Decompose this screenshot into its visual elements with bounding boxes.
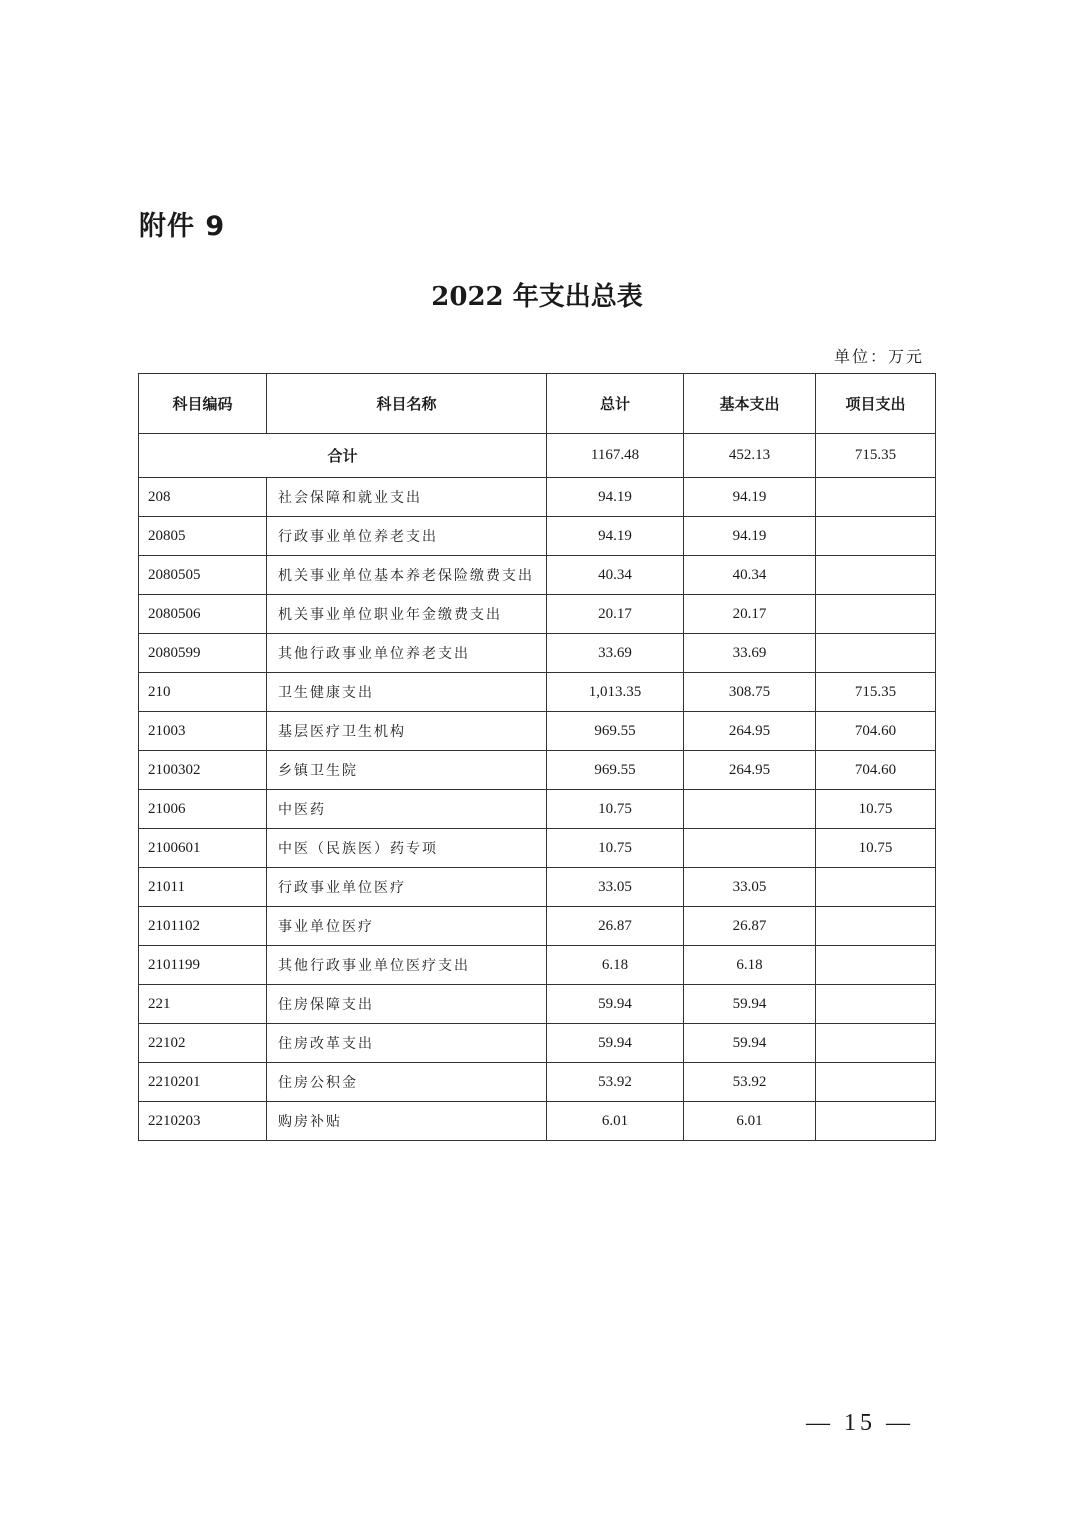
row-total: 969.55 [547, 712, 684, 751]
row-total: 26.87 [547, 907, 684, 946]
row-total: 6.18 [547, 946, 684, 985]
row-code: 208 [139, 478, 267, 517]
row-name: 事业单位医疗 [267, 907, 547, 946]
table-row [139, 595, 936, 634]
row-code: 2080599 [139, 634, 267, 673]
row-basic: 6.01 [684, 1102, 816, 1141]
row-name: 住房保障支出 [267, 985, 547, 1024]
page-number: — 15 — [806, 1410, 914, 1436]
row-basic: 20.17 [684, 595, 816, 634]
row-name: 中医（民族医）药专项 [267, 829, 547, 868]
row-project [816, 946, 936, 985]
row-name: 乡镇卫生院 [267, 751, 547, 790]
row-basic: 94.19 [684, 517, 816, 556]
table-row [139, 673, 936, 712]
table-row [139, 1063, 936, 1102]
row-code: 21011 [139, 868, 267, 907]
page-title: 2022 年支出总表 [431, 282, 643, 312]
row-code: 221 [139, 985, 267, 1024]
header-total: 总计 [547, 374, 684, 434]
row-code: 2100302 [139, 751, 267, 790]
table-row [139, 517, 936, 556]
table-row [139, 790, 936, 829]
table-row [139, 1102, 936, 1141]
table-row [139, 634, 936, 673]
row-code: 21003 [139, 712, 267, 751]
unit-note: 单位：万元 [833, 347, 924, 366]
row-name: 购房补贴 [267, 1102, 547, 1141]
header-name: 科目名称 [267, 374, 547, 434]
row-project [816, 868, 936, 907]
row-name: 社会保障和就业支出 [267, 478, 547, 517]
row-total: 33.05 [547, 868, 684, 907]
row-name: 行政事业单位医疗 [267, 868, 547, 907]
row-project [816, 985, 936, 1024]
total-project: 715.35 [816, 434, 936, 478]
row-total: 40.34 [547, 556, 684, 595]
row-name: 其他行政事业单位医疗支出 [267, 946, 547, 985]
row-basic: 59.94 [684, 1024, 816, 1063]
table-row [139, 478, 936, 517]
row-code: 210 [139, 673, 267, 712]
row-project: 10.75 [816, 829, 936, 868]
row-total: 20.17 [547, 595, 684, 634]
table-row [139, 907, 936, 946]
row-basic: 94.19 [684, 478, 816, 517]
row-basic: 264.95 [684, 712, 816, 751]
header-project: 项目支出 [816, 374, 936, 434]
row-basic: 6.18 [684, 946, 816, 985]
row-project: 704.60 [816, 751, 936, 790]
total-label: 合计 [139, 434, 547, 478]
row-basic [684, 829, 816, 868]
row-project [816, 907, 936, 946]
row-total: 10.75 [547, 790, 684, 829]
total-sum: 1167.48 [547, 434, 684, 478]
row-name: 机关事业单位职业年金缴费支出 [267, 595, 547, 634]
row-total: 969.55 [547, 751, 684, 790]
row-name: 卫生健康支出 [267, 673, 547, 712]
row-total: 53.92 [547, 1063, 684, 1102]
row-code: 21006 [139, 790, 267, 829]
row-project [816, 634, 936, 673]
table-row [139, 868, 936, 907]
row-project [816, 1024, 936, 1063]
row-basic: 26.87 [684, 907, 816, 946]
header-code: 科目编码 [139, 374, 267, 434]
row-name: 住房公积金 [267, 1063, 547, 1102]
row-code: 2101199 [139, 946, 267, 985]
row-total: 6.01 [547, 1102, 684, 1141]
row-name: 行政事业单位养老支出 [267, 517, 547, 556]
row-basic [684, 790, 816, 829]
row-name: 基层医疗卫生机构 [267, 712, 547, 751]
table-row [139, 946, 936, 985]
table-row [139, 985, 936, 1024]
row-code: 2080506 [139, 595, 267, 634]
total-row [139, 434, 936, 478]
row-project [816, 517, 936, 556]
row-name: 住房改革支出 [267, 1024, 547, 1063]
row-project: 715.35 [816, 673, 936, 712]
expense-table [138, 373, 936, 1141]
header-basic: 基本支出 [684, 374, 816, 434]
row-code: 2080505 [139, 556, 267, 595]
row-total: 94.19 [547, 517, 684, 556]
row-total: 10.75 [547, 829, 684, 868]
row-basic: 308.75 [684, 673, 816, 712]
row-name: 中医药 [267, 790, 547, 829]
total-basic: 452.13 [684, 434, 816, 478]
row-total: 59.94 [547, 985, 684, 1024]
row-basic: 53.92 [684, 1063, 816, 1102]
table-row [139, 556, 936, 595]
row-project [816, 595, 936, 634]
row-total: 59.94 [547, 1024, 684, 1063]
table-row [139, 751, 936, 790]
row-total: 94.19 [547, 478, 684, 517]
row-basic: 40.34 [684, 556, 816, 595]
row-project [816, 1102, 936, 1141]
row-code: 2100601 [139, 829, 267, 868]
row-project: 10.75 [816, 790, 936, 829]
row-basic: 264.95 [684, 751, 816, 790]
row-project [816, 556, 936, 595]
table-header-row [139, 374, 936, 434]
row-project [816, 478, 936, 517]
row-code: 2210203 [139, 1102, 267, 1141]
row-basic: 33.05 [684, 868, 816, 907]
row-code: 20805 [139, 517, 267, 556]
table-row [139, 1024, 936, 1063]
attachment-label: 附件 9 [139, 211, 226, 242]
row-total: 1,013.35 [547, 673, 684, 712]
row-basic: 33.69 [684, 634, 816, 673]
row-name: 其他行政事业单位养老支出 [267, 634, 547, 673]
row-project [816, 1063, 936, 1102]
table-row [139, 829, 936, 868]
row-total: 33.69 [547, 634, 684, 673]
row-project: 704.60 [816, 712, 936, 751]
row-name: 机关事业单位基本养老保险缴费支出 [267, 556, 547, 595]
row-code: 22102 [139, 1024, 267, 1063]
table-row [139, 712, 936, 751]
row-basic: 59.94 [684, 985, 816, 1024]
row-code: 2101102 [139, 907, 267, 946]
row-code: 2210201 [139, 1063, 267, 1102]
